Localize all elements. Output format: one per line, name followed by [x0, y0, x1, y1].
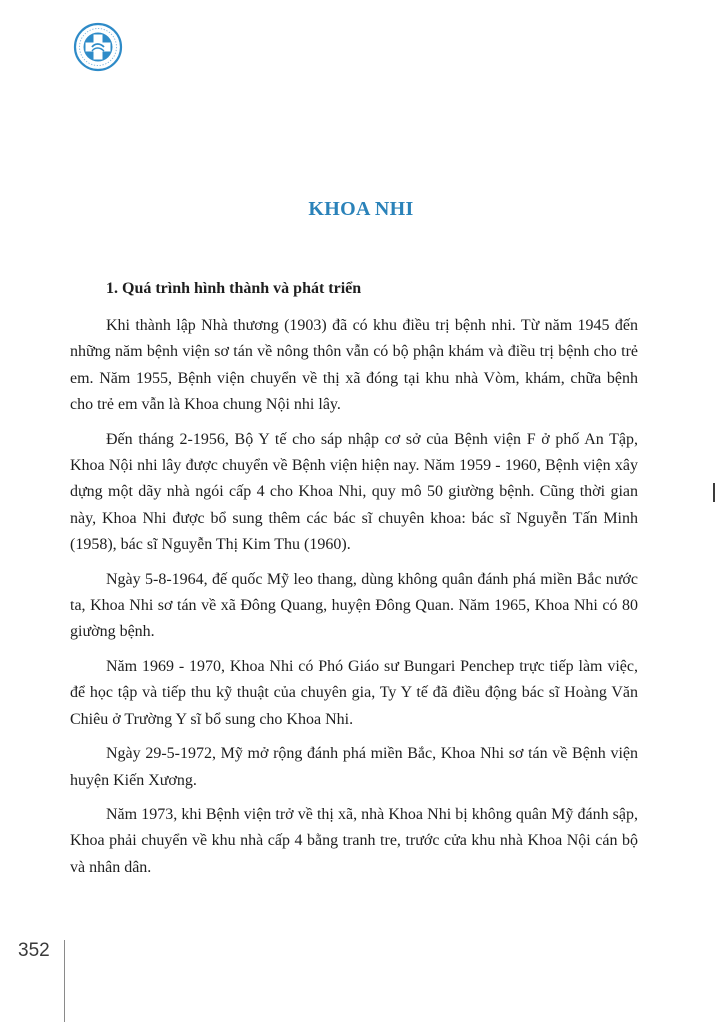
section-heading: 1. Quá trình hình thành và phát triển — [106, 280, 362, 297]
hospital-cross-logo-icon — [73, 22, 123, 72]
page-number: 352 — [18, 940, 50, 961]
page-title: KHOA NHI — [308, 198, 414, 220]
margin-divider — [64, 940, 65, 1022]
paragraph: Năm 1973, khi Bệnh viện trở về thị xã, nhà Khoa Nhi bị không quân Mỹ đánh sập, Khoa phải chuyển về khu nhà cấp 4 bằng tranh tre, trước cửa khu nhà Khoa Nội cán bộ và nhân dân. — [70, 805, 638, 876]
paragraph: Ngày 5-8-1964, đế quốc Mỹ leo thang, dùng không quân đánh phá miền Bắc nước ta, Khoa Nhi sơ tán về xã Đông Quang, huyện Đông Quan. Năm 1965, Khoa Nhi có 80 giường bệnh. — [70, 570, 638, 641]
paragraph: Năm 1969 - 1970, Khoa Nhi có Phó Giáo sư Bungari Penchep trực tiếp làm việc, để học tập và tiếp thu kỹ thuật của chuyên gia, Ty Y tế đã điều động bác sĩ Hoàng Văn Chiêu ở Trường Y sĩ bổ sung cho Khoa Nhi. — [70, 657, 638, 728]
body-text — [70, 313, 638, 889]
paragraph: Khi thành lập Nhà thương (1903) đã có khu điều trị bệnh nhi. Từ năm 1945 đến những năm bệnh viện sơ tán về nông thôn vẫn có bộ phận khám và điều trị bệnh cho trẻ em. Năm 1955, Bệnh viện chuyển về thị xã đóng tại khu nhà Vòm, khám, chữa bệnh cho trẻ em vẫn là Khoa chung Nội nhi lây. — [70, 317, 638, 414]
paragraph: Ngày 29-5-1972, Mỹ mở rộng đánh phá miền Bắc, Khoa Nhi sơ tán về Bệnh viện huyện Kiến Xương. — [70, 745, 638, 789]
paragraph: Đến tháng 2-1956, Bộ Y tế cho sáp nhập cơ sở của Bệnh viện F ở phố An Tập, Khoa Nội nhi lây được chuyển về Bệnh viện hiện nay. Năm 1959 - 1960, Bệnh viện xây dựng một dãy nhà ngói cấp 4 cho Khoa Nhi, quy mô 50 giường bệnh. Cũng thời gian này, Khoa Nhi được bổ sung thêm các bác sĩ chuyên khoa: bác sĩ Nguyễn Tấn Minh (1958), bác sĩ Nguyễn Thị Kim Thu (1960). — [70, 430, 638, 554]
edge-mark — [713, 483, 715, 502]
